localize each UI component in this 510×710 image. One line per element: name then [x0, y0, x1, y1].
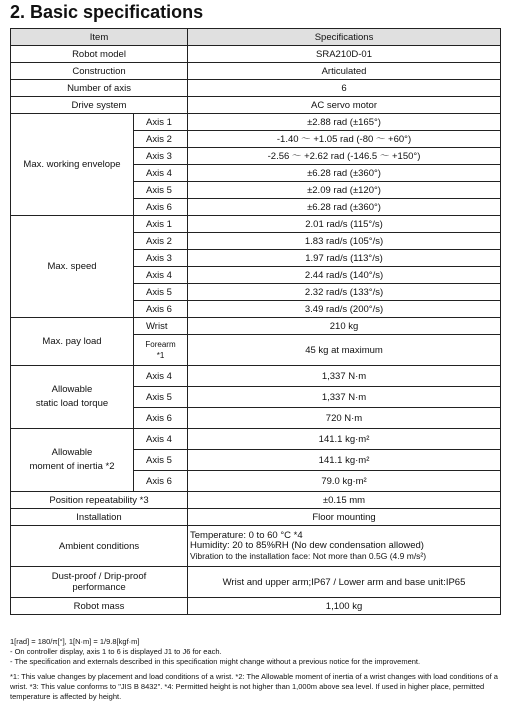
envelope-value: ±2.09 rad (±120°)	[188, 182, 501, 199]
axis-label: Axis 4	[134, 429, 188, 450]
row-label: Number of axis	[11, 80, 188, 97]
speed-value: 2.01 rad/s (115°/s)	[188, 216, 501, 233]
header-item: Item	[11, 29, 188, 46]
notes	[10, 637, 500, 667]
dust-label: Dust-proof / Drip-proof performance	[11, 567, 188, 598]
table-row	[11, 97, 501, 114]
inertia-value: 79.0 kg·m²	[188, 471, 501, 492]
table-row	[11, 567, 501, 598]
row-value: Floor mounting	[188, 509, 501, 526]
axis-label: Axis 4	[134, 165, 188, 182]
table-row	[11, 216, 501, 233]
axis-label: Axis 5	[134, 387, 188, 408]
table-row	[11, 509, 501, 526]
payload-label: Max. pay load	[11, 318, 134, 366]
footnotes: *1: This value changes by placement and load conditions of a wrist. *2: The Allowable moment of inertia of a wrist changes with load conditions of a wrist. *3: This value conforms to "JIS B 8432". *4: Permitted height is not higher than 1,000m above sea level. If used in higher place, permitted temperature is affected by height.	[10, 672, 498, 701]
row-value: ±0.15 mm	[188, 492, 501, 509]
table-row	[11, 46, 501, 63]
row-label: Drive system	[11, 97, 188, 114]
torque-label: Allowable static load torque	[11, 366, 134, 429]
axis-label: Axis 6	[134, 199, 188, 216]
axis-label: Axis 3	[134, 250, 188, 267]
speed-value: 2.32 rad/s (133°/s)	[188, 284, 501, 301]
header-specifications: Specifications	[188, 29, 501, 46]
speed-value: 2.44 rad/s (140°/s)	[188, 267, 501, 284]
table-row	[11, 429, 501, 450]
row-label: Installation	[11, 509, 188, 526]
envelope-value: -2.56 ～ +2.62 rad (-146.5 ～ +150°)	[188, 148, 501, 165]
row-value: SRA210D-01	[188, 46, 501, 63]
axis-label: Axis 3	[134, 148, 188, 165]
note-line: 1[rad] = 180/π[°], 1[N·m] = 1/9.8[kgf·m]	[10, 637, 140, 646]
payload-wrist-label: Wrist	[134, 318, 188, 335]
payload-wrist-value: 210 kg	[188, 318, 501, 335]
axis-label: Axis 2	[134, 131, 188, 148]
table-row	[11, 80, 501, 97]
axis-label: Axis 4	[134, 366, 188, 387]
axis-label: Axis 5	[134, 182, 188, 199]
ambient-label: Ambient conditions	[11, 526, 188, 567]
ambient-value	[188, 526, 501, 567]
axis-label: Axis 6	[134, 471, 188, 492]
envelope-value: ±2.88 rad (±165°)	[188, 114, 501, 131]
inertia-value: 141.1 kg·m²	[188, 429, 501, 450]
spec-table	[10, 28, 501, 615]
inertia-value: 141.1 kg·m²	[188, 450, 501, 471]
ambient-vibration: Vibration to the installation face: Not more than 0.5G (4.9 m/s²)	[190, 551, 427, 561]
ambient-temperature: Temperature: 0 to 60 °C *4	[190, 530, 303, 541]
table-row	[11, 598, 501, 615]
envelope-value: -1.40 ～ +1.05 rad (-80 ～ +60°)	[188, 131, 501, 148]
row-value: 6	[188, 80, 501, 97]
speed-value: 1.83 rad/s (105°/s)	[188, 233, 501, 250]
envelope-value: ±6.28 rad (±360°)	[188, 199, 501, 216]
axis-label: Axis 4	[134, 267, 188, 284]
note-line: - The specification and externals described in this specification might change without a previous notice for the improvement.	[10, 657, 421, 666]
axis-label: Axis 2	[134, 233, 188, 250]
mass-label: Robot mass	[11, 598, 188, 615]
table-row	[11, 63, 501, 80]
payload-forearm-value: 45 kg at maximum	[188, 335, 501, 366]
table-row	[11, 492, 501, 509]
table-row	[11, 318, 501, 335]
ambient-humidity: Humidity: 20 to 85%RH (No dew condensation allowed)	[190, 540, 424, 551]
row-value: AC servo motor	[188, 97, 501, 114]
axis-label: Axis 1	[134, 216, 188, 233]
row-label: Robot model	[11, 46, 188, 63]
speed-label: Max. speed	[11, 216, 134, 318]
axis-label: Axis 5	[134, 450, 188, 471]
torque-value: 1,337 N·m	[188, 366, 501, 387]
speed-value: 3.49 rad/s (200°/s)	[188, 301, 501, 318]
table-header-row	[11, 29, 501, 46]
row-label: Position repeatability *3	[11, 492, 188, 509]
axis-label: Axis 6	[134, 408, 188, 429]
payload-forearm-label: Forearm *1	[134, 335, 188, 366]
table-row	[11, 526, 501, 567]
table-row	[11, 366, 501, 387]
envelope-value: ±6.28 rad (±360°)	[188, 165, 501, 182]
mass-value: 1,100 kg	[188, 598, 501, 615]
torque-value: 1,337 N·m	[188, 387, 501, 408]
speed-value: 1.97 rad/s (113°/s)	[188, 250, 501, 267]
note-line: - On controller display, axis 1 to 6 is displayed J1 to J6 for each.	[10, 647, 222, 656]
axis-label: Axis 5	[134, 284, 188, 301]
envelope-label: Max. working envelope	[11, 114, 134, 216]
axis-label: Axis 1	[134, 114, 188, 131]
axis-label: Axis 6	[134, 301, 188, 318]
inertia-label: Allowable moment of inertia *2	[11, 429, 134, 492]
row-value: Articulated	[188, 63, 501, 80]
row-label: Construction	[11, 63, 188, 80]
torque-value: 720 N·m	[188, 408, 501, 429]
table-row	[11, 114, 501, 131]
page-title: 2. Basic specifications	[10, 2, 204, 22]
dust-value: Wrist and upper arm;IP67 / Lower arm and base unit:IP65	[188, 567, 501, 598]
